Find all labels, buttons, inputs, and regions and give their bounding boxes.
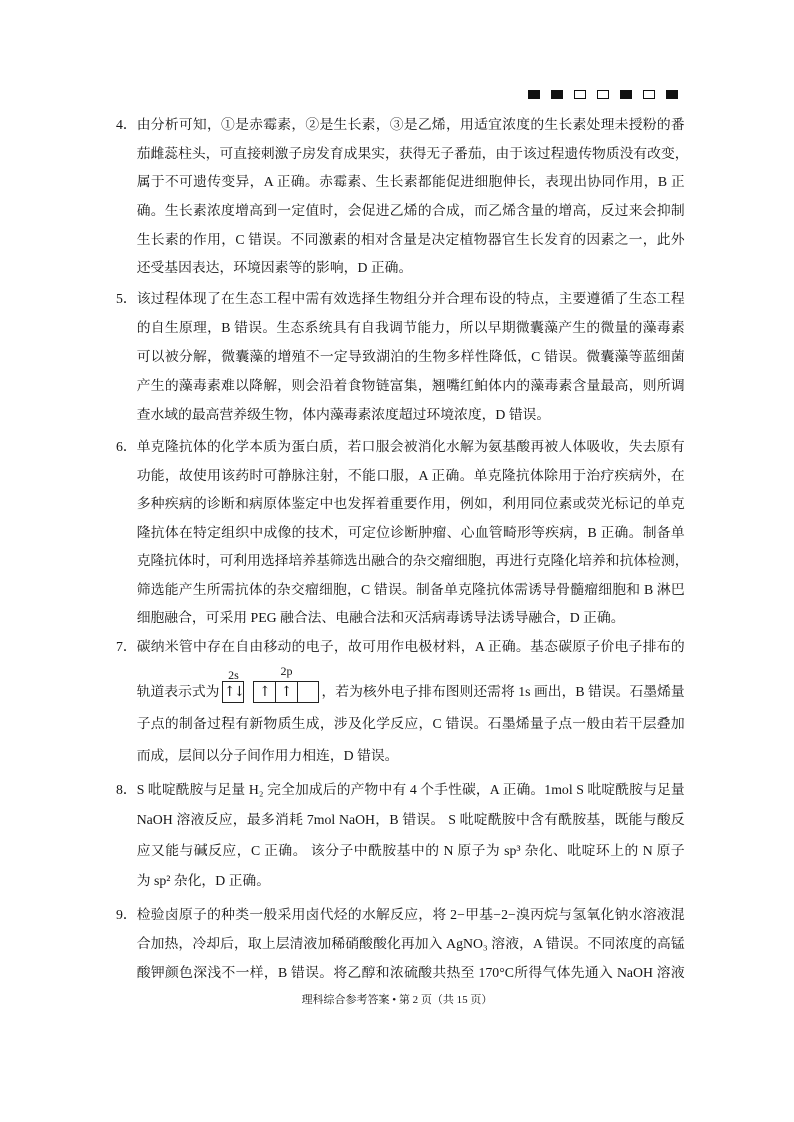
orbital-box-2s xyxy=(222,681,244,703)
answer-item-8 xyxy=(116,775,685,896)
answer-text xyxy=(137,631,685,772)
answer-line: 多种疾病的诊断和病原体鉴定中也发挥着重要作用，例如，利用同位素或荧光标记的单克 xyxy=(136,496,685,511)
orbital-label-2s: 2s xyxy=(228,668,239,682)
orbital-arrow-cell: ↑ xyxy=(275,682,297,702)
orbital-arrow-cell xyxy=(297,682,319,702)
answer-line: 碳纳米管中存在自由移动的电子，故可用作电极材料，A 正确。基态碳原子价电子排布的 xyxy=(136,639,685,654)
answer-line: 查水域的最高营养级生物，体内藻毒素浓度超过环境浓度，D 错误。 xyxy=(136,407,551,422)
answer-line: 功能，故使用该药时可静脉注射，不能口服，A 正确。单克隆抗体除用于治疗疾病外，在 xyxy=(136,467,685,483)
answer-line: 筛选能产生所需抗体的杂交瘤细胞，C 错误。制备单克隆抗体需诱导骨髓瘤细胞和 B 淋巴 xyxy=(136,581,685,597)
answer-text xyxy=(137,900,685,987)
answer-text xyxy=(137,284,685,429)
answer-text xyxy=(136,111,689,283)
answer-line: 生长素的作用，C 错误。不同激素的相对含量是决定植物器官生长发育的因素之一，此外 xyxy=(136,231,685,247)
answer-line: 应又能与碱反应，C 正确。 该分子中酰胺基中的 N 原子为 sp³ 杂化、吡啶环上的 N 原子 xyxy=(136,842,685,858)
answer-item-9 xyxy=(116,900,685,987)
answer-item-7 xyxy=(116,631,685,772)
answer-item-5 xyxy=(116,284,685,429)
header-mark xyxy=(643,90,655,99)
item-number: 5． xyxy=(116,291,137,306)
answer-line: 细胞融合，可采用 PEG 融合法、电融合法和灭活病毒诱导法诱导融合，D 正确。 xyxy=(136,610,625,625)
orbital-box-2p xyxy=(253,681,319,703)
orbital-line xyxy=(137,663,685,708)
item-number: 4． xyxy=(116,117,137,132)
answer-line: NaOH 溶液反应，最多消耗 7mol NaOH，B 错误。 S 吡啶酰胺中含有酰胺基，既能与酸反 xyxy=(136,812,685,828)
answer-line: 子点的制备过程有新物质生成，涉及化学反应，C 错误。石墨烯量子点一般由若干层叠加 xyxy=(136,716,685,731)
item-number: 7． xyxy=(116,639,137,654)
answer-line: 而成，层间以分子间作用力相连，D 错误。 xyxy=(136,748,399,763)
answer-line: 可以被分解，微囊藻的增殖不一定导致湖泊的生物多样性降低，C 错误。微囊藻等蓝细菌 xyxy=(136,349,685,364)
answer-line: S 吡啶酰胺与足量 H₂ 完全加成后的产物中有 4 个手性碳，A 正确。1mol S 吡啶酰胺与足量 xyxy=(136,782,685,797)
answer-line: 由分析可知，①是赤霉素，②是生长素，③是乙烯，用适宜浓度的生长素处理未授粉的番 xyxy=(136,117,685,132)
answer-text xyxy=(136,433,689,633)
header-mark xyxy=(666,90,678,99)
header-mark-strip xyxy=(528,90,678,99)
orbital-line-prefix: 轨道表示式为 xyxy=(136,684,220,699)
answer-item-4 xyxy=(116,111,689,283)
answer-line: 检验卤原子的种类一般采用卤代烃的水解反应，将 2−甲基−2−溴丙烷与氢氧化钠水溶液混 xyxy=(136,906,685,922)
answer-line: 单克隆抗体的化学本质为蛋白质，若口服会被消化水解为氨基酸再被人体吸收，失去原有 xyxy=(136,439,685,454)
orbital-arrow-cell: ↑ xyxy=(258,684,271,700)
answer-line: 茄雌蕊柱头，可直接刺激子房发育成果实，获得无子番茄，由于该过程遗传物质没有改变， xyxy=(136,145,689,161)
answer-line: 为 sp² 杂化，D 正确。 xyxy=(136,872,270,888)
item-number: 8． xyxy=(116,782,137,797)
item-number: 9． xyxy=(116,906,137,922)
orbital-line-suffix: ，若为核外电子排布图则还需将 1s 画出，B 错误。石墨烯量 xyxy=(321,684,685,699)
answer-text xyxy=(137,775,685,896)
answer-line: 酸钾颜色深浅不一样，B 错误。将乙醇和浓硫酸共热至 170°C所得气体先通入 NaOH 溶液 xyxy=(136,964,685,980)
orbital-label-2p: 2p xyxy=(280,664,293,678)
answer-line: 隆抗体在特定组织中成像的技术，可定位诊断肿瘤、心血管畸形等疾病，B 正确。制备单 xyxy=(136,524,685,540)
orbital-diagram xyxy=(219,663,321,708)
answer-line: 属于不可遗传变异，A 正确。赤霉素、生长素都能促进细胞伸长，表现出协同作用，B 正 xyxy=(136,174,685,190)
answer-line: 克隆抗体时，可利用选择培养基筛选出融合的杂交瘤细胞，再进行克隆化培养和抗体检测， xyxy=(136,553,689,568)
page-footer: 理科综合参考答案 • 第 2 页（共 15 页） xyxy=(301,994,493,1006)
header-mark xyxy=(620,90,632,99)
header-mark xyxy=(574,90,586,99)
orbital-arrow-cell: ↑↓ xyxy=(223,684,244,700)
item-number: 6． xyxy=(116,439,137,454)
answer-item-6 xyxy=(116,433,689,633)
answer-line: 合加热，冷却后，取上层清液加稀硝酸酸化再加入 AgNO₃ 溶液，A 错误。不同浓度的高锰 xyxy=(136,935,685,951)
answer-line: 还受基因表达，环境因素等的影响，D 正确。 xyxy=(136,260,413,276)
header-mark xyxy=(528,90,540,99)
answer-line: 确。生长素浓度增高到一定值时，会促进乙烯的合成，而乙烯含量的增高，反过来会抑制 xyxy=(136,203,685,219)
answer-line: 的自生原理，B 错误。生态系统具有自我调节能力，所以早期微囊藻产生的微量的藻毒素 xyxy=(136,320,685,335)
header-mark xyxy=(551,90,563,99)
answer-line: 该过程体现了在生态工程中需有效选择生物组分并合理布设的特点，主要遵循了生态工程 xyxy=(136,291,685,306)
header-mark xyxy=(597,90,609,99)
answer-line: 产生的藻毒素难以降解，则会沿着食物链富集，翘嘴红鲌体内的藻毒素含量最高，则所调 xyxy=(136,378,685,393)
